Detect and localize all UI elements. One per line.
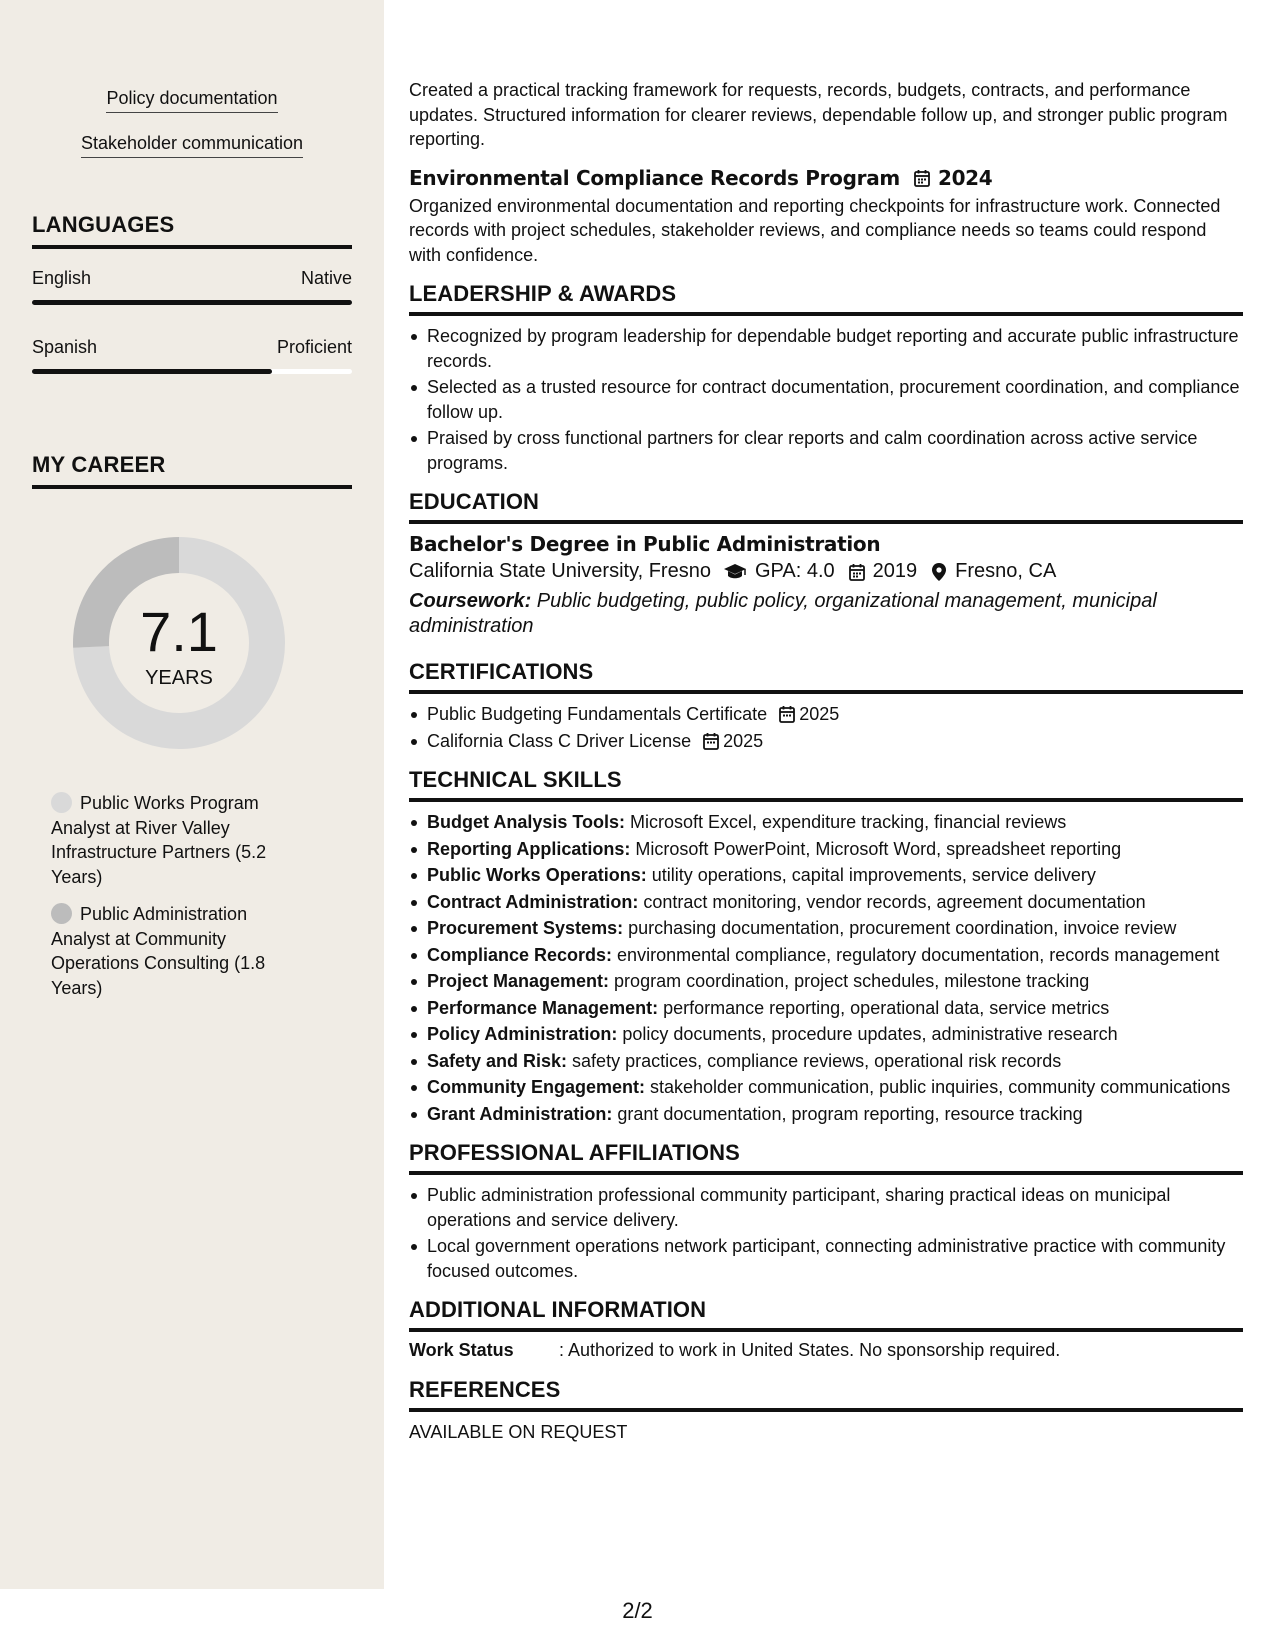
- certifications-list: [409, 702, 1243, 753]
- skill-category: Public Works Operations:: [427, 865, 647, 885]
- career-legend-label: Public Works Program Analyst at River Valley Infrastructure Partners (5.2 Years): [51, 793, 267, 887]
- skill-values: policy documents, procedure updates, administrative research: [617, 1024, 1118, 1044]
- skill-values: performance reporting, operational data, service metrics: [658, 997, 1110, 1018]
- graduation-cap-icon: [723, 563, 747, 581]
- location-pin-icon: [931, 562, 947, 582]
- list-item: [409, 943, 1243, 968]
- skill-category: Budget Analysis Tools:: [427, 812, 626, 832]
- list-item: Praised by cross functional partners for clear reports and calm coordination across active service programs.: [409, 426, 1243, 475]
- list-item: Local government operations network participant, connecting administrative practice with community focused outcomes.: [409, 1234, 1243, 1283]
- graduation-year: 2019: [872, 560, 918, 582]
- skill-category: Grant Administration:: [427, 1103, 613, 1124]
- list-item: [409, 1102, 1243, 1127]
- project-title: [409, 166, 1243, 190]
- languages-heading: LANGUAGES: [32, 212, 352, 249]
- skill-values: program coordination, project schedules, milestone tracking: [609, 971, 1090, 991]
- additional-info-heading: ADDITIONAL INFORMATION: [409, 1297, 1243, 1332]
- legend-dot-icon: [51, 792, 72, 813]
- skill-values: safety practices, compliance reviews, operational risk records: [567, 1050, 1062, 1071]
- career-donut-chart: [66, 530, 292, 756]
- career-legend-item: [51, 902, 291, 1000]
- certification: [427, 702, 1243, 727]
- language-name: Spanish: [32, 337, 98, 357]
- affiliations-list: [409, 1183, 1243, 1283]
- list-item: Public administration professional community participant, sharing practical ideas on municipal operations and service delivery.: [409, 1183, 1243, 1232]
- list-item: [409, 702, 1243, 727]
- language-row: [32, 337, 352, 358]
- language-level-bar-fill: [32, 300, 352, 305]
- skill-values: contract monitoring, vendor records, agreement documentation: [638, 891, 1146, 912]
- skill-category: Project Management:: [427, 971, 610, 991]
- list-item: [409, 1075, 1243, 1100]
- list-item: [409, 996, 1243, 1021]
- skill-category: Procurement Systems:: [427, 918, 624, 938]
- skill-category: Safety and Risk:: [427, 1050, 568, 1071]
- skill-values: grant documentation, program reporting, resource tracking: [612, 1103, 1083, 1124]
- work-status-row: [409, 1340, 1243, 1361]
- skill-label: Stakeholder communication: [81, 133, 303, 158]
- skill-values: environmental compliance, regulatory documentation, records management: [612, 944, 1220, 965]
- project-description: Organized environmental documentation and reporting checkpoints for infrastructure work. Connected records with project schedules, stakeholder reviews, and compliance needs so teams could respond with confidence.: [409, 195, 1221, 265]
- list-item: [409, 969, 1243, 994]
- coursework: [409, 589, 1243, 639]
- page-number: 2/2: [622, 1598, 653, 1623]
- language-name: English: [32, 268, 92, 288]
- certification-year: 2025: [799, 704, 840, 724]
- calendar-icon: [914, 169, 930, 187]
- education-heading: EDUCATION: [409, 489, 1243, 524]
- education-details: [409, 560, 1243, 583]
- list-item: [409, 810, 1243, 835]
- technical-skills-list: [409, 810, 1243, 1126]
- skill-values: Microsoft PowerPoint, Microsoft Word, spreadsheet reporting: [630, 838, 1122, 859]
- language-level-bar-fill: [32, 369, 272, 374]
- career-legend-label: Public Administration Analyst at Community Operations Consulting (1.8 Years): [51, 904, 266, 998]
- list-item: [409, 837, 1243, 862]
- skill-category: Community Engagement:: [427, 1077, 646, 1097]
- project-name: Environmental Compliance Records Program: [409, 165, 900, 190]
- certification-year: 2025: [723, 730, 764, 751]
- affiliations-heading: PROFESSIONAL AFFILIATIONS: [409, 1140, 1243, 1175]
- language-level-bar: [32, 300, 352, 305]
- main-content: [409, 0, 1243, 1445]
- gpa: GPA: 4.0: [754, 560, 835, 582]
- project-description: Created a practical tracking framework for requests, records, budgets, contracts, and performance updates. Structured information for clearer reviews, dependable follow up, and stronger public program reporting.: [409, 80, 1228, 149]
- skill-category: Performance Management:: [427, 997, 659, 1018]
- sidebar: [0, 0, 384, 1589]
- coursework-label: Coursework:: [409, 590, 532, 612]
- leadership-list: [409, 324, 1243, 475]
- coursework-text: Public budgeting, public policy, organizational management, municipal administration: [409, 590, 1157, 637]
- career-total-years: 7.1: [140, 600, 218, 663]
- list-item: [409, 729, 1243, 754]
- list-item: [409, 916, 1243, 941]
- school-name: California State University, Fresno: [409, 560, 711, 582]
- skill-values: utility operations, capital improvements, service delivery: [646, 865, 1096, 885]
- language-level: Native: [300, 268, 352, 288]
- work-status-label: Work Status: [409, 1340, 514, 1360]
- references-heading: REFERENCES: [409, 1377, 1243, 1412]
- language-level: Proficient: [276, 337, 352, 357]
- skill-category: Reporting Applications:: [427, 838, 631, 859]
- skill-category: Policy Administration:: [427, 1024, 618, 1044]
- skill-category: Contract Administration:: [427, 891, 639, 912]
- leadership-heading: LEADERSHIP & AWARDS: [409, 281, 1243, 316]
- list-item: [409, 1022, 1243, 1047]
- calendar-icon: [849, 563, 865, 581]
- certification-name: Public Budgeting Fundamentals Certificate: [427, 704, 768, 724]
- project-year: 2024: [937, 165, 993, 190]
- legend-dot-icon: [51, 903, 72, 924]
- career-heading: MY CAREER: [32, 452, 352, 489]
- list-item: [409, 1049, 1243, 1074]
- skill-item: [0, 88, 384, 113]
- skill-values: purchasing documentation, procurement coordination, invoice review: [623, 918, 1177, 938]
- list-item: Selected as a trusted resource for contract documentation, procurement coordination, and compliance follow up.: [409, 375, 1243, 424]
- calendar-icon: [779, 705, 795, 723]
- certifications-heading: CERTIFICATIONS: [409, 659, 1243, 694]
- calendar-icon: [703, 732, 719, 750]
- skill-category: Compliance Records:: [427, 944, 613, 965]
- language-row: [32, 268, 352, 289]
- list-item: Recognized by program leadership for dependable budget reporting and accurate public infrastructure records.: [409, 324, 1243, 373]
- list-item: [409, 890, 1243, 915]
- certification: [427, 729, 1243, 754]
- career-total-unit: YEARS: [145, 667, 213, 689]
- school-location: Fresno, CA: [955, 560, 1057, 582]
- career-legend-item: [51, 791, 291, 889]
- skill-values: stakeholder communication, public inquiries, community communications: [645, 1077, 1231, 1097]
- references-text: AVAILABLE ON REQUEST: [409, 1422, 628, 1442]
- technical-skills-heading: TECHNICAL SKILLS: [409, 767, 1243, 802]
- language-level-bar: [32, 369, 352, 374]
- skill-item: [0, 133, 384, 158]
- degree-title: Bachelor's Degree in Public Administration: [409, 532, 881, 556]
- skill-label: Policy documentation: [106, 88, 277, 113]
- list-item: [409, 863, 1243, 888]
- skill-values: Microsoft Excel, expenditure tracking, financial reviews: [625, 812, 1067, 832]
- work-status-value: : Authorized to work in United States. No sponsorship required.: [559, 1340, 1061, 1360]
- certification-name: California Class C Driver License: [427, 730, 692, 751]
